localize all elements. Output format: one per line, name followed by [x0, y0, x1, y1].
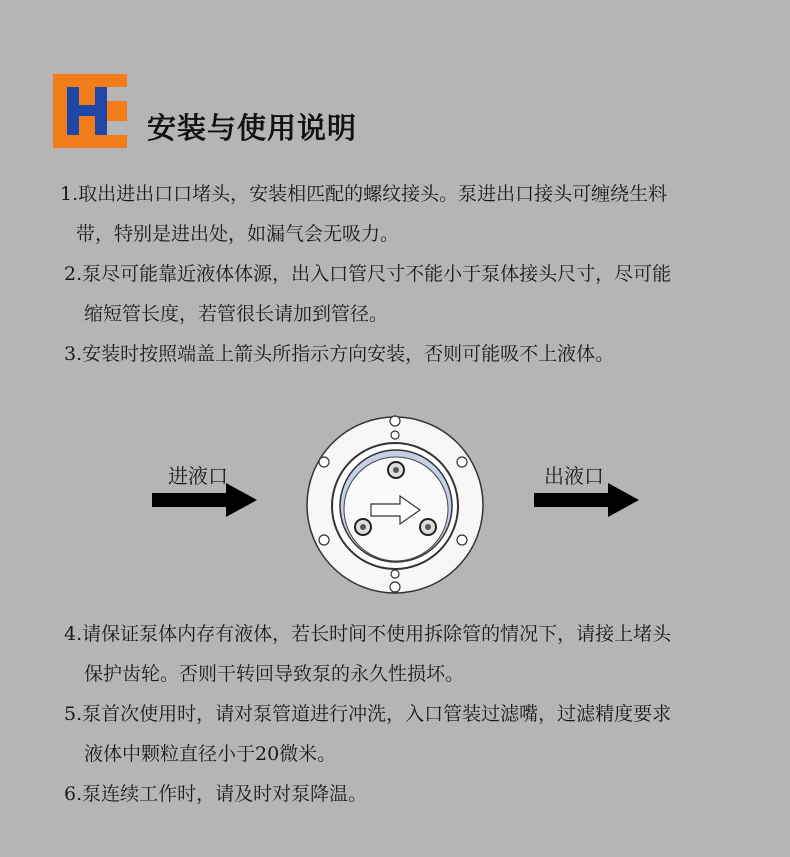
instruction-4-line-2: 保护齿轮。否则干转回导致泵的永久性损坏。 [84, 663, 465, 685]
instruction-6-line-1: 6.泵连续工作时，请及时对泵降温。 [64, 783, 368, 805]
instruction-item-3 [64, 334, 614, 374]
pump-flow-diagram [0, 410, 790, 600]
instruction-5-line-2: 液体中颗粒直径小于20微米。 [84, 743, 337, 765]
instruction-1-line-2: 带，特别是进出处，如漏气会无吸力。 [76, 223, 400, 245]
brand-logo [53, 74, 127, 148]
outlet-arrow-icon [532, 482, 642, 518]
pump-end-cover-icon [300, 410, 490, 600]
instruction-item-5 [64, 694, 671, 774]
instruction-item-6 [64, 774, 367, 814]
instruction-item-2 [64, 254, 671, 334]
inlet-label: 进液口 [168, 464, 228, 488]
instruction-2-line-2: 缩短管长度，若管很长请加到管径。 [84, 303, 389, 325]
instruction-1-line-1: 1.取出进出口口堵头，安装相匹配的螺纹接头。泵进出口接头可缠绕生料 [60, 183, 668, 205]
outlet-label: 出液口 [544, 464, 604, 488]
page-title: 安装与使用说明 [147, 111, 358, 145]
inlet-arrow-icon [150, 482, 260, 518]
instruction-3-line-1: 3.安装时按照端盖上箭头所指示方向安装，否则可能吸不上液体。 [64, 343, 615, 365]
instruction-item-1 [60, 174, 667, 254]
instruction-4-line-1: 4.请保证泵体内存有液体，若长时间不使用拆除管的情况下，请接上堵头 [64, 623, 672, 645]
instruction-item-4 [64, 614, 671, 694]
instruction-2-line-1: 2.泵尽可能靠近液体体源，出入口管尺寸不能小于泵体接头尺寸，尽可能 [64, 263, 672, 285]
instruction-5-line-1: 5.泵首次使用时，请对泵管道进行冲洗，入口管装过滤嘴，过滤精度要求 [64, 703, 672, 725]
